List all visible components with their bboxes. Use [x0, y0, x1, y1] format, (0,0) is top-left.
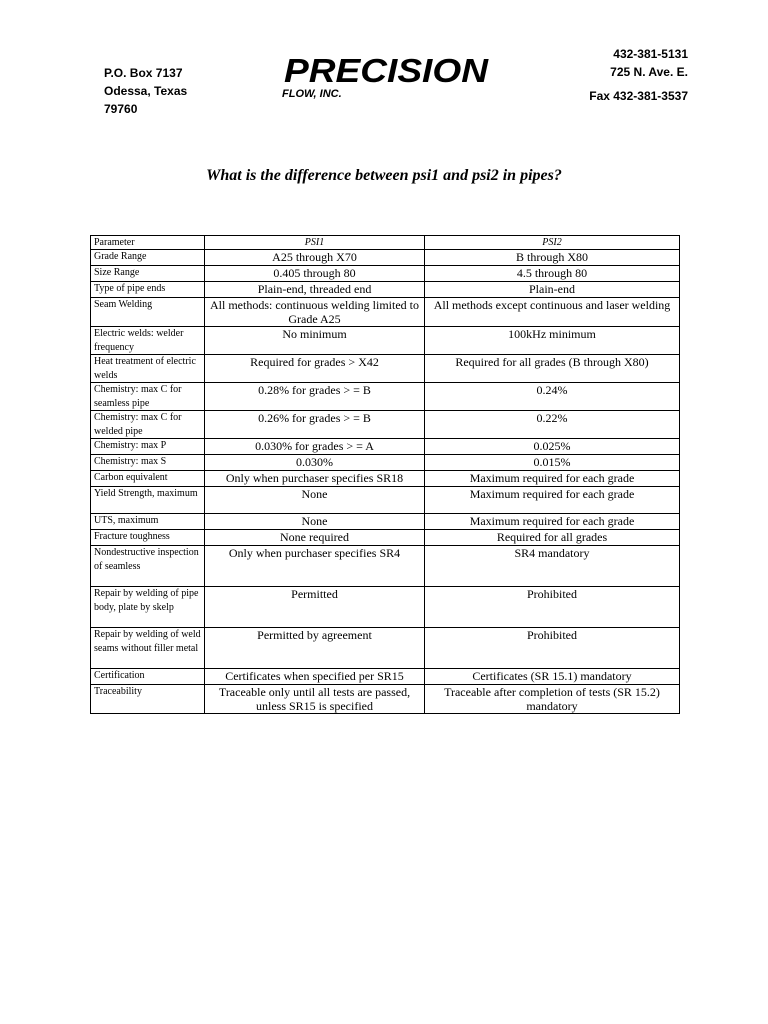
psi2-cell: Required for all grades (B through X80): [425, 355, 680, 383]
psi2-cell: SR4 mandatory: [425, 546, 680, 587]
psi1-cell: 0.405 through 80: [205, 266, 425, 282]
header-parameter: Parameter: [91, 236, 205, 250]
psi1-cell: Traceable only until all tests are passed, unless SR15 is specified: [205, 685, 425, 714]
phone: 432-381-5131: [613, 47, 688, 61]
psi2-cell: Prohibited: [425, 628, 680, 669]
parameter-cell: Chemistry: max P: [91, 439, 205, 455]
psi2-cell: Maximum required for each grade: [425, 487, 680, 514]
table-row: [91, 471, 680, 487]
table-row: [91, 628, 680, 669]
psi1-cell: 0.26% for grades > = B: [205, 411, 425, 439]
psi2-cell: 0.24%: [425, 383, 680, 411]
psi2-cell: Plain-end: [425, 282, 680, 298]
table-row: [91, 685, 680, 714]
parameter-cell: Type of pipe ends: [91, 282, 205, 298]
table-row: [91, 250, 680, 266]
psi1-cell: Permitted by agreement: [205, 628, 425, 669]
header-psi2: PSI2: [425, 236, 680, 250]
company-logo: [282, 52, 492, 104]
parameter-cell: Chemistry: max S: [91, 455, 205, 471]
psi2-cell: 0.025%: [425, 439, 680, 455]
table-row: [91, 282, 680, 298]
address-line: 79760: [104, 102, 138, 116]
page-title: What is the difference between psi1 and psi2 in pipes?: [206, 167, 562, 184]
psi2-cell: B through X80: [425, 250, 680, 266]
parameter-cell: Chemistry: max C for welded pipe: [91, 411, 205, 439]
parameter-cell: Fracture toughness: [91, 530, 205, 546]
parameter-cell: Traceability: [91, 685, 205, 714]
parameter-cell: Electric welds: welder frequency: [91, 327, 205, 355]
psi1-cell: 0.030% for grades > = A: [205, 439, 425, 455]
psi2-cell: Required for all grades: [425, 530, 680, 546]
psi1-cell: No minimum: [205, 327, 425, 355]
address-line: P.O. Box 7137: [104, 66, 183, 80]
parameter-cell: Yield Strength, maximum: [91, 487, 205, 514]
table-row: [91, 546, 680, 587]
parameter-cell: Grade Range: [91, 250, 205, 266]
parameter-cell: Carbon equivalent: [91, 471, 205, 487]
psi2-cell: All methods except continuous and laser welding: [425, 298, 680, 327]
table-row: [91, 298, 680, 327]
parameter-cell: Size Range: [91, 266, 205, 282]
psi2-cell: Prohibited: [425, 587, 680, 628]
psi1-cell: 0.030%: [205, 455, 425, 471]
table-row: [91, 266, 680, 282]
psi2-cell: 0.22%: [425, 411, 680, 439]
logo-subtitle: FLOW, INC.: [282, 88, 342, 100]
psi1-cell: 0.28% for grades > = B: [205, 383, 425, 411]
table-header-row: [91, 236, 680, 250]
psi2-cell: Maximum required for each grade: [425, 514, 680, 530]
table-row: [91, 455, 680, 471]
psi1-cell: Only when purchaser specifies SR4: [205, 546, 425, 587]
table-row: [91, 327, 680, 355]
table-row: [91, 411, 680, 439]
psi1-cell: Only when purchaser specifies SR18: [205, 471, 425, 487]
street-address: 725 N. Ave. E.: [610, 65, 688, 79]
psi2-cell: Maximum required for each grade: [425, 471, 680, 487]
table-row: [91, 530, 680, 546]
psi1-cell: None required: [205, 530, 425, 546]
psi2-cell: 0.015%: [425, 455, 680, 471]
comparison-table: [90, 235, 680, 714]
psi2-cell: Certificates (SR 15.1) mandatory: [425, 669, 680, 685]
table-row: [91, 514, 680, 530]
psi1-cell: None: [205, 514, 425, 530]
psi1-cell: Required for grades > X42: [205, 355, 425, 383]
address-line: Odessa, Texas: [104, 84, 188, 98]
table-row: [91, 355, 680, 383]
psi1-cell: Plain-end, threaded end: [205, 282, 425, 298]
parameter-cell: Heat treatment of electric welds: [91, 355, 205, 383]
parameter-cell: UTS, maximum: [91, 514, 205, 530]
logo-name: PRECISION: [284, 52, 490, 89]
psi2-cell: 4.5 through 80: [425, 266, 680, 282]
parameter-cell: Chemistry: max C for seamless pipe: [91, 383, 205, 411]
contact-info: [589, 45, 688, 105]
table-row: [91, 383, 680, 411]
psi1-cell: All methods: continuous welding limited to Grade A25: [205, 298, 425, 327]
psi1-cell: Certificates when specified per SR15: [205, 669, 425, 685]
table-row: [91, 587, 680, 628]
psi2-cell: 100kHz minimum: [425, 327, 680, 355]
header-psi1: PSI1: [205, 236, 425, 250]
psi1-cell: None: [205, 487, 425, 514]
psi2-cell: Traceable after completion of tests (SR 15.2) mandatory: [425, 685, 680, 714]
parameter-cell: Nondestructive inspection of seamless: [91, 546, 205, 587]
mailing-address: [104, 64, 187, 118]
fax: Fax 432-381-3537: [589, 89, 688, 103]
parameter-cell: Repair by welding of pipe body, plate by skelp: [91, 587, 205, 628]
parameter-cell: Certification: [91, 669, 205, 685]
table-row: [91, 669, 680, 685]
psi1-cell: A25 through X70: [205, 250, 425, 266]
table-row: [91, 487, 680, 514]
psi1-cell: Permitted: [205, 587, 425, 628]
parameter-cell: Repair by welding of weld seams without filler metal: [91, 628, 205, 669]
parameter-cell: Seam Welding: [91, 298, 205, 327]
table-row: [91, 439, 680, 455]
